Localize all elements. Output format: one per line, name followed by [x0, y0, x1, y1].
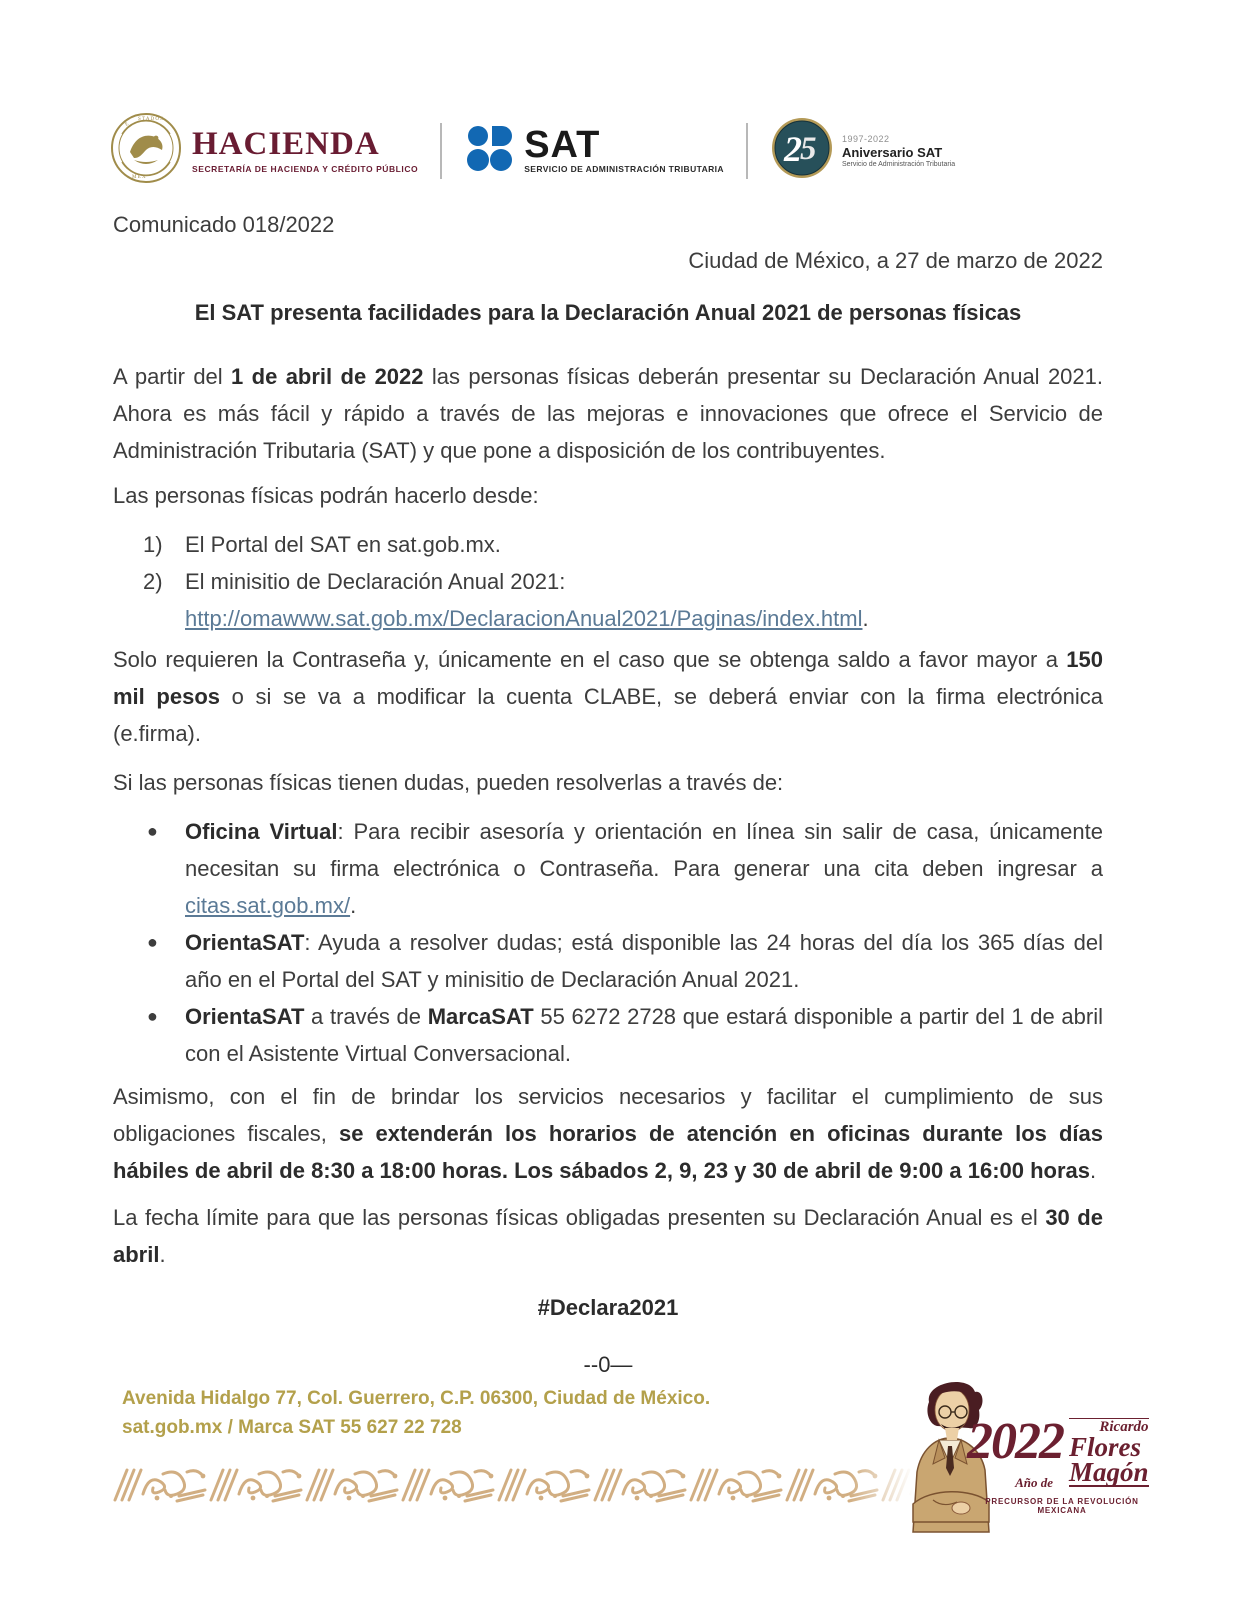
magon-middle-name: Flores — [1069, 1432, 1142, 1462]
aztec-pattern-band-icon — [113, 1466, 913, 1504]
bullet-icon: ● — [147, 821, 158, 841]
list-item-text: El minisitio de Declaración Anual 2021: http://omawww.sat.gob.mx/DeclaracionAnual2021/Paginas/index.html. — [185, 569, 869, 631]
bullet-list — [113, 813, 1103, 1072]
hashtag: #Declara2021 — [537, 1295, 679, 1320]
25-years-badge-icon — [770, 116, 834, 185]
list-item — [143, 563, 1103, 637]
svg-text:5: 5 — [799, 131, 817, 167]
link[interactable]: http://omawww.sat.gob.mx/DeclaracionAnual2021/Paginas/index.html — [185, 606, 863, 631]
bullet-icon: ● — [147, 1006, 158, 1026]
paragraph-horarios: Asimismo, con el fin de brindar los servicios necesarios y facilitar el cumplimiento de sus obligaciones fiscales, se extenderán los horarios de atención en oficinas durante los días hábiles de abril de 8:30 a 18:00 horas. Los sábados 2, 9, 23 y 30 de abril de 9:00 a 16:00 horas. — [113, 1084, 1103, 1183]
list-item-text: El Portal del SAT en sat.gob.mx. — [185, 532, 501, 557]
sat-four-dots-icon — [464, 122, 516, 179]
list-item — [143, 526, 1103, 563]
list-marker: 2) — [143, 569, 163, 594]
sat-title: SAT — [524, 123, 601, 166]
footer-address-line2: sat.gob.mx / Marca SAT 55 627 22 728 — [122, 1417, 462, 1438]
document-body — [113, 210, 1103, 1383]
magon-year: 2022 — [967, 1413, 1063, 1470]
magon-last-name: Magón — [1069, 1457, 1149, 1487]
anniversary-title: Aniversario SAT — [841, 144, 943, 160]
magon-tagline: PRECURSOR DE LA REVOLUCIÓN MEXICANA — [985, 1497, 1139, 1515]
paragraph-contrasena: Solo requieren la Contraseña y, únicamente en el caso que se obtenga saldo a favor mayor a 150 mil pesos o si se va a modificar la cuenta CLABE, se deberá enviar con la firma electrónica (e.firma). — [113, 647, 1103, 746]
sat-logo — [464, 122, 724, 179]
hacienda-logo — [110, 112, 418, 189]
svg-text:M E X: M E X — [132, 175, 146, 180]
paragraph-intro: A partir del 1 de abril de 2022 las personas físicas deberán presentar su Declaración Anual 2021. Ahora es más fácil y rápido a través de las mejoras e innovaciones que ofrece el Servicio de Administración Tributaria (SAT) y que pone a disposición de los contribuyentes. — [113, 364, 1103, 463]
header-divider — [440, 123, 442, 179]
footer-address-line1: Avenida Hidalgo 77, Col. Guerrero, C.P. 06300, Ciudad de México. — [122, 1388, 711, 1409]
footer-address — [122, 1384, 710, 1442]
paragraph-desde: Las personas físicas podrán hacerlo desde: — [113, 483, 539, 508]
list-item — [147, 998, 1103, 1072]
list-item-text: OrientaSAT a través de MarcaSAT 55 6272 2728 que estará disponible a partir del 1 de abril con el Asistente Virtual Conversacional. — [185, 1004, 1103, 1066]
paragraph-dudas: Si las personas físicas tienen dudas, pueden resolverlas a través de: — [113, 770, 784, 795]
anniversary-text — [842, 134, 955, 168]
dateline: Ciudad de México, a 27 de marzo de 2022 — [688, 248, 1103, 273]
list-item — [147, 924, 1103, 998]
hacienda-wordmark — [192, 127, 418, 174]
list-marker: 1) — [143, 532, 163, 557]
paragraph-fecha: La fecha límite para que las personas físicas obligadas presenten su Declaración Anual es el 30 de abril. — [113, 1205, 1103, 1267]
magon-prefix: Año de — [1015, 1475, 1053, 1490]
anniversary-subtitle: Servicio de Administración Tributaria — [841, 160, 956, 168]
numbered-list — [113, 526, 1103, 637]
svg-text:E: E — [124, 121, 130, 128]
header-divider — [746, 123, 748, 179]
hacienda-title: HACIENDA — [192, 126, 380, 162]
document-title: El SAT presenta facilidades para la Declaración Anual 2021 de personas físicas — [194, 300, 1022, 325]
list-item-text: Oficina Virtual: Para recibir asesoría y orientación en línea sin salir de casa, únicamente necesitan su firma electrónica o Contraseña. Para generar una cita deben ingresar a citas.sat.gob.mx/. — [185, 819, 1103, 918]
mexican-eagle-seal-icon — [110, 112, 182, 189]
svg-text:2: 2 — [783, 129, 802, 169]
anniversary-logo — [770, 116, 955, 185]
sat-wordmark — [524, 123, 724, 174]
link[interactable]: citas.sat.gob.mx/ — [185, 893, 351, 918]
hacienda-tagline: SECRETARÍA DE HACIENDA Y CRÉDITO PÚBLICO — [192, 164, 419, 174]
comunicado-number: Comunicado 018/2022 — [113, 212, 335, 237]
anniversary-years: 1997-2022 — [841, 133, 890, 144]
list-item — [147, 813, 1103, 924]
magon-first-name: Ricardo — [1099, 1419, 1149, 1435]
magon-wordmark — [967, 1413, 1157, 1515]
list-item-text: OrientaSAT: Ayuda a resolver dudas; está disponible las 24 horas del día los 365 días del año en el Portal del SAT y minisitio de Declaración Anual 2021. — [185, 930, 1103, 992]
header-logos — [110, 112, 955, 189]
sat-tagline: SERVICIO DE ADMINISTRACIÓN TRIBUTARIA — [524, 163, 724, 174]
magon-2022-logo — [895, 1372, 1155, 1537]
end-mark: --0— — [583, 1352, 633, 1377]
svg-text:S T A D O S: S T A D O S — [138, 117, 163, 122]
bullet-icon: ● — [147, 932, 158, 952]
